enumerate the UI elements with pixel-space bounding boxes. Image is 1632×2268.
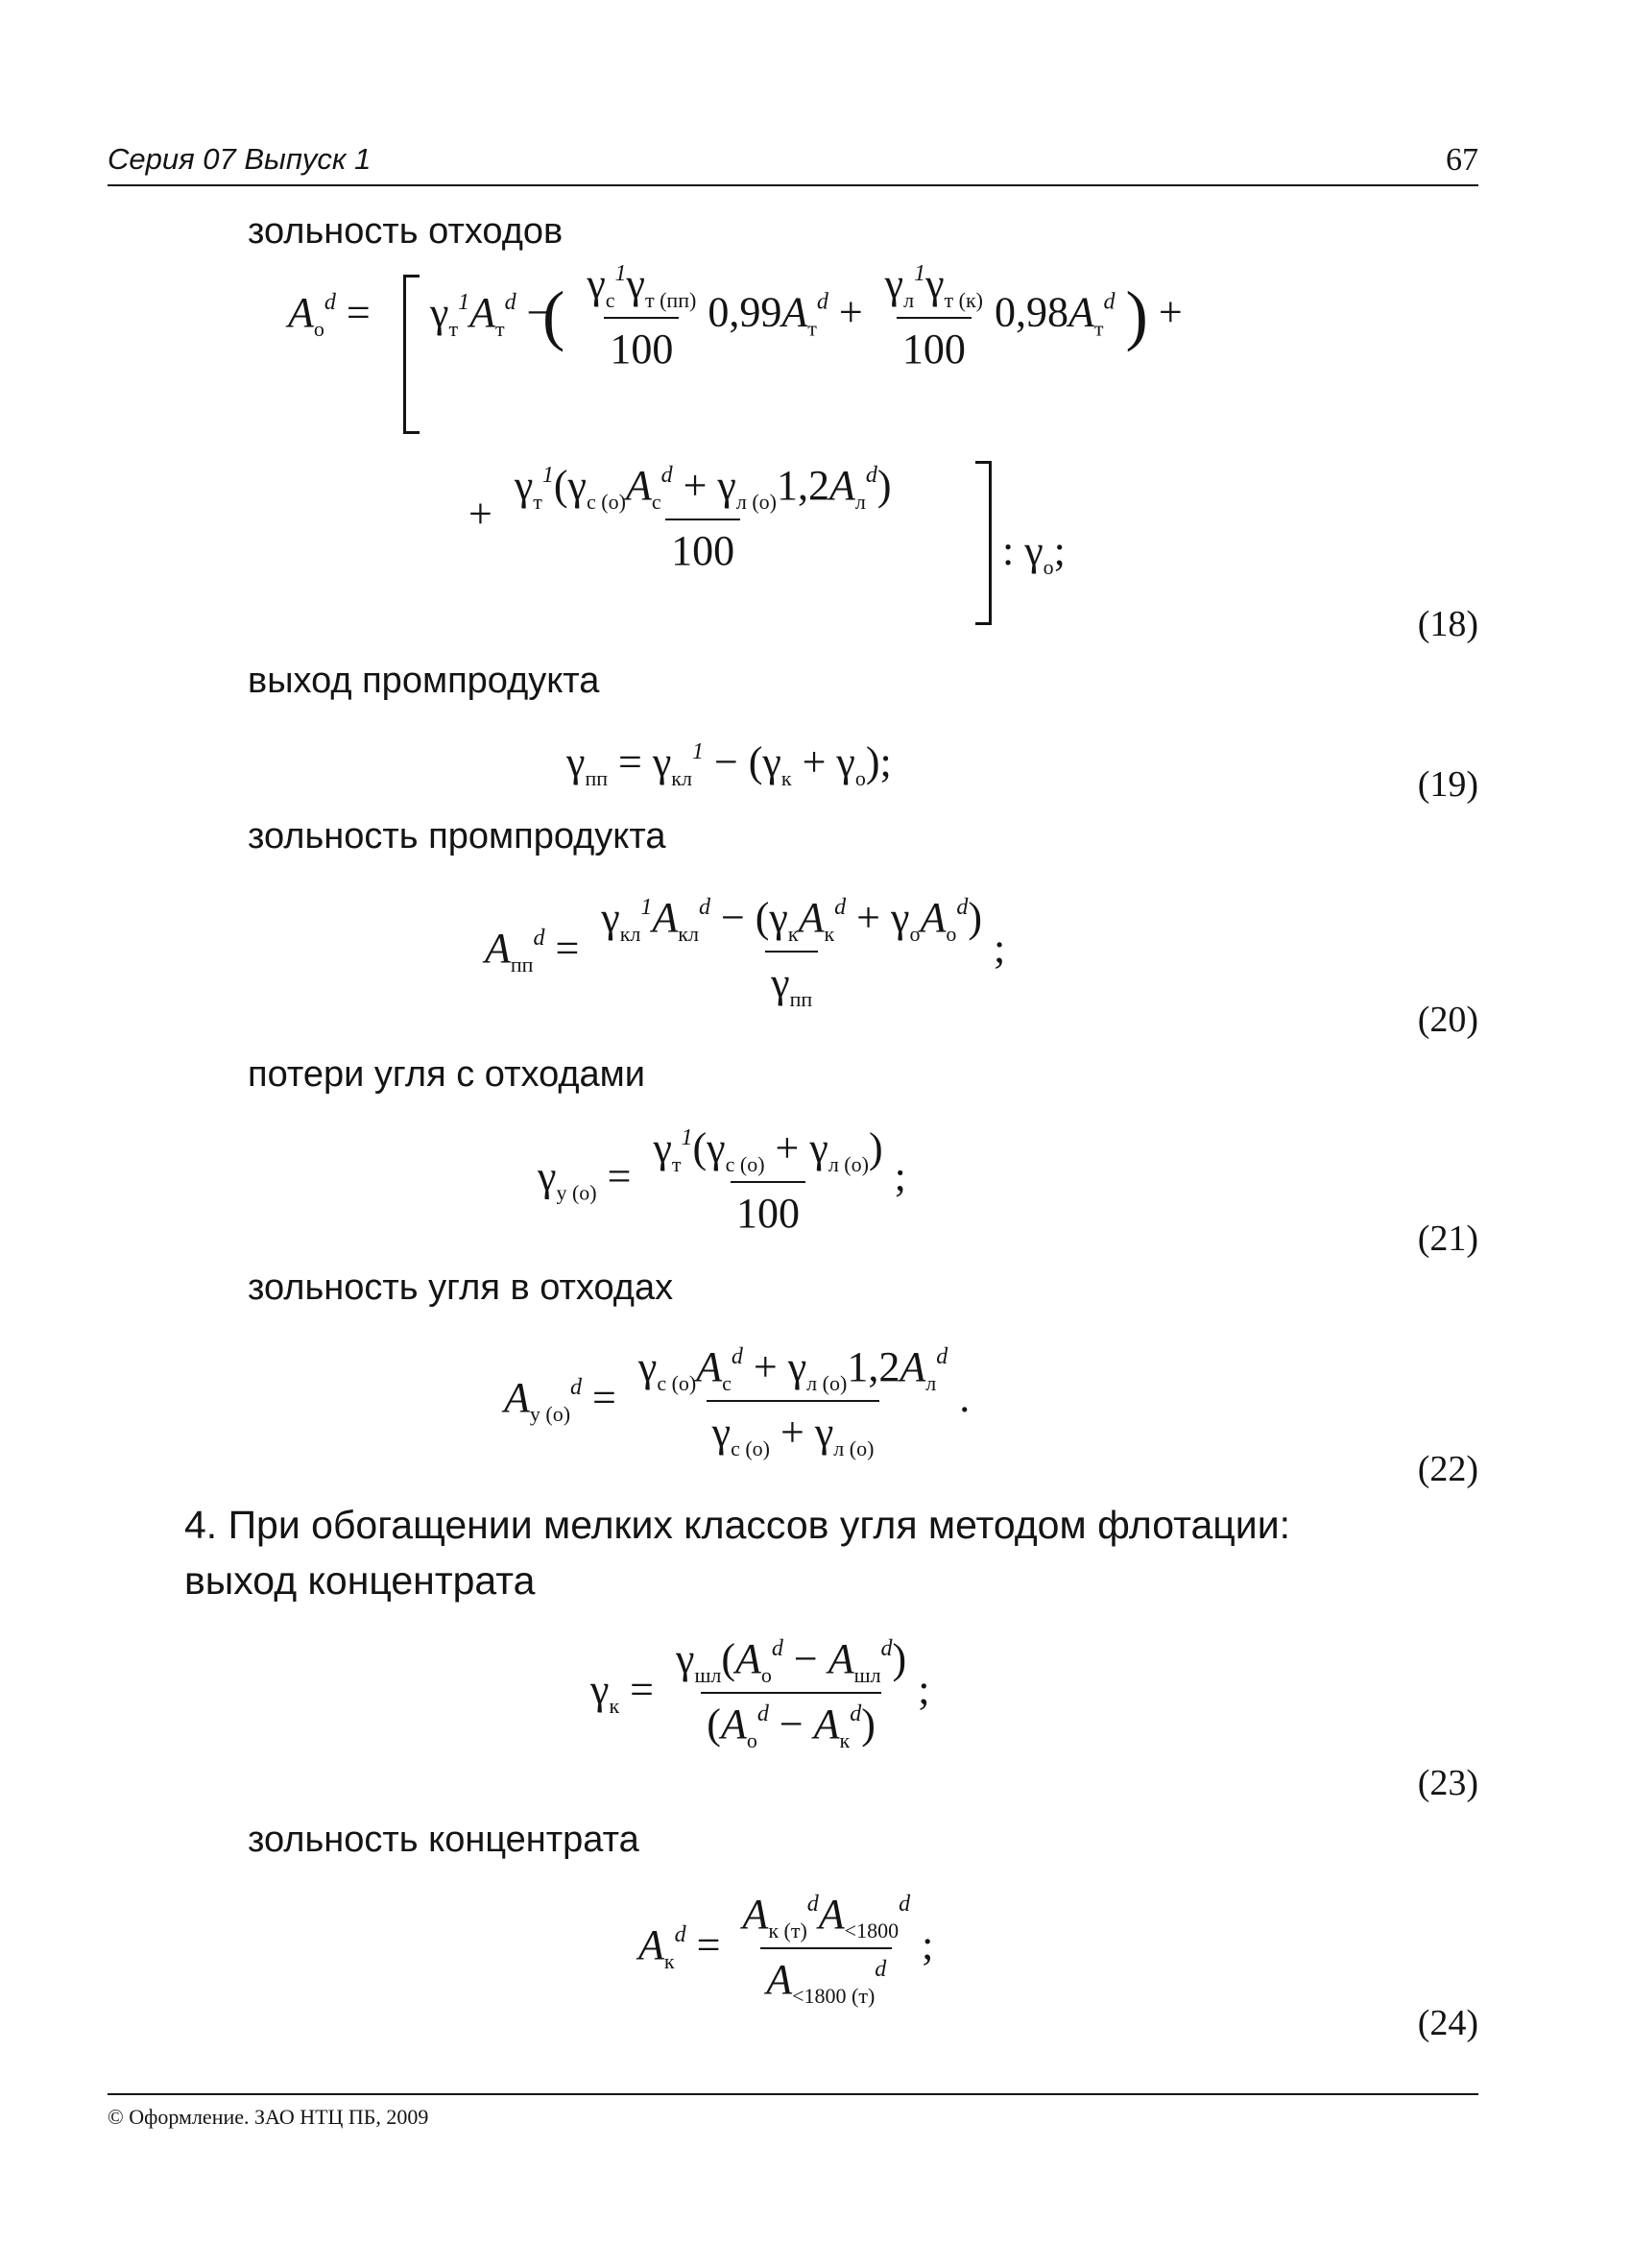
formula-18-paren-group: ( $\frac{\gamma_с^1\gamma_{т (пп)}}{100}$ $0,99A_т^d$ + $\frac{\gamma_л^1\gamma_{т (к)}}{100}$ $0,98A_т^d$ ) +	[542, 260, 1183, 373]
label-ash-middlings: зольность промпродукта	[248, 816, 666, 857]
footer-rule	[108, 2093, 1478, 2095]
formula-24-frac: $\frac{A_{к (т)}^dA_{<1800}^d}{A_{<1800 (т)}^d}$	[742, 1891, 911, 2008]
formula-24: $A_к^d$ = $\frac{A_{к (т)}^dA_{<1800}^d}{A_{<1800 (т)}^d}$ ;	[638, 1891, 934, 2008]
formula-18-frac2: $\frac{\gamma_л^1\gamma_{т (к)}}{100}$	[884, 260, 984, 373]
label-ash-waste: зольность отходов	[248, 211, 564, 252]
formula-18-line1: $A_о^d$ =	[288, 289, 371, 341]
label-yield-concentrate: выход концентрата	[184, 1558, 536, 1603]
formula-22: $A_{у (о)}^d$ = $\frac{\gamma_{с (о)}A_с^d + \gamma_{л (о)}1,2A_л^d}{\gamma_{с (о)} + \gamma_{л (о)}}$ .	[504, 1343, 971, 1460]
eq-number-19: (19)	[1417, 764, 1478, 805]
formula-22-frac: $\frac{\gamma_{с (о)}A_с^d + \gamma_{л (о)}1,2A_л^d}{\gamma_{с (о)} + \gamma_{л (о)}}$	[637, 1343, 948, 1460]
eq-number-20: (20)	[1417, 1000, 1478, 1040]
page-header	[108, 142, 1478, 190]
eq-number-22: (22)	[1417, 1449, 1478, 1489]
page-number: 67	[1446, 142, 1478, 178]
label-yield-middlings: выход промпродукта	[248, 661, 600, 701]
formula-18-line2: + $\frac{\gamma_т^1(\gamma_{с (о)}A_с^d + \gamma_{л (о)}1,2A_л^d)}{100}$	[468, 461, 903, 575]
formula-23: $\gamma_к$ = $\frac{\gamma_{шл}(A_о^d - A_{шл}^d)}{(A_о^d - A_к^d)}$ ;	[590, 1635, 930, 1752]
formula-20-frac: $\frac{\gamma_{кл}^1A_{кл}^d - (\gamma_кA_к^d + \gamma_оA_о^d)}{\gamma_{пп}}$	[601, 894, 982, 1011]
formula-18-right-bracket	[975, 461, 992, 625]
formula-21-frac: $\frac{\gamma_т^1(\gamma_{с (о)} + \gamma_{л (о)})}{100}$	[653, 1124, 883, 1237]
formula-20: $A_{пп}^d$ = $\frac{\gamma_{кл}^1A_{кл}^d - (\gamma_кA_к^d + \gamma_оA_о^d)}{\gamma_{пп}}$ ;	[485, 894, 1006, 1011]
series-title: Серия 07 Выпуск 1	[108, 142, 372, 176]
header-rule	[108, 184, 1478, 186]
formula-18-frac3: $\frac{\gamma_т^1(\gamma_{с (о)}A_с^d + \gamma_{л (о)}1,2A_л^d)}{100}$	[514, 462, 892, 574]
eq-number-23: (23)	[1417, 1763, 1478, 1803]
eq-number-18: (18)	[1417, 604, 1478, 644]
formula-18-tail: : $\gamma_о$;	[1002, 527, 1066, 579]
page-footer	[108, 2093, 1478, 2130]
formula-18-frac1: $\frac{\gamma_с^1\gamma_{т (пп)}}{100}$	[587, 260, 697, 373]
label-ash-concentrate: зольность концентрата	[248, 1820, 639, 1860]
section-4-heading: 4. При обогащении мелких классов угля методом флотации:	[184, 1503, 1290, 1547]
formula-19: $\gamma_{пп} = \gamma_{кл}^1 - (\gamma_к + \gamma_о)$;	[566, 738, 892, 790]
formula-23-frac: $\frac{\gamma_{шл}(A_о^d - A_{шл}^d)}{(A_о^d - A_к^d)}$	[675, 1635, 907, 1752]
formula-18-term1: $\gamma_т^1A_т^d$ −	[430, 289, 551, 341]
footer-copyright: © Оформление. ЗАО НТЦ ПБ, 2009	[108, 2105, 429, 2129]
formula-18-left-bracket	[403, 275, 420, 434]
formula-21: $\gamma_{у (о)}$ = $\frac{\gamma_т^1(\gamma_{с (о)} + \gamma_{л (о)})}{100}$ ;	[538, 1124, 906, 1237]
eq-number-21: (21)	[1417, 1218, 1478, 1259]
eq-number-24: (24)	[1417, 2003, 1478, 2043]
label-coal-loss-waste: потери угля с отходами	[248, 1054, 646, 1095]
label-ash-coal-waste: зольность угля в отходах	[248, 1267, 674, 1308]
